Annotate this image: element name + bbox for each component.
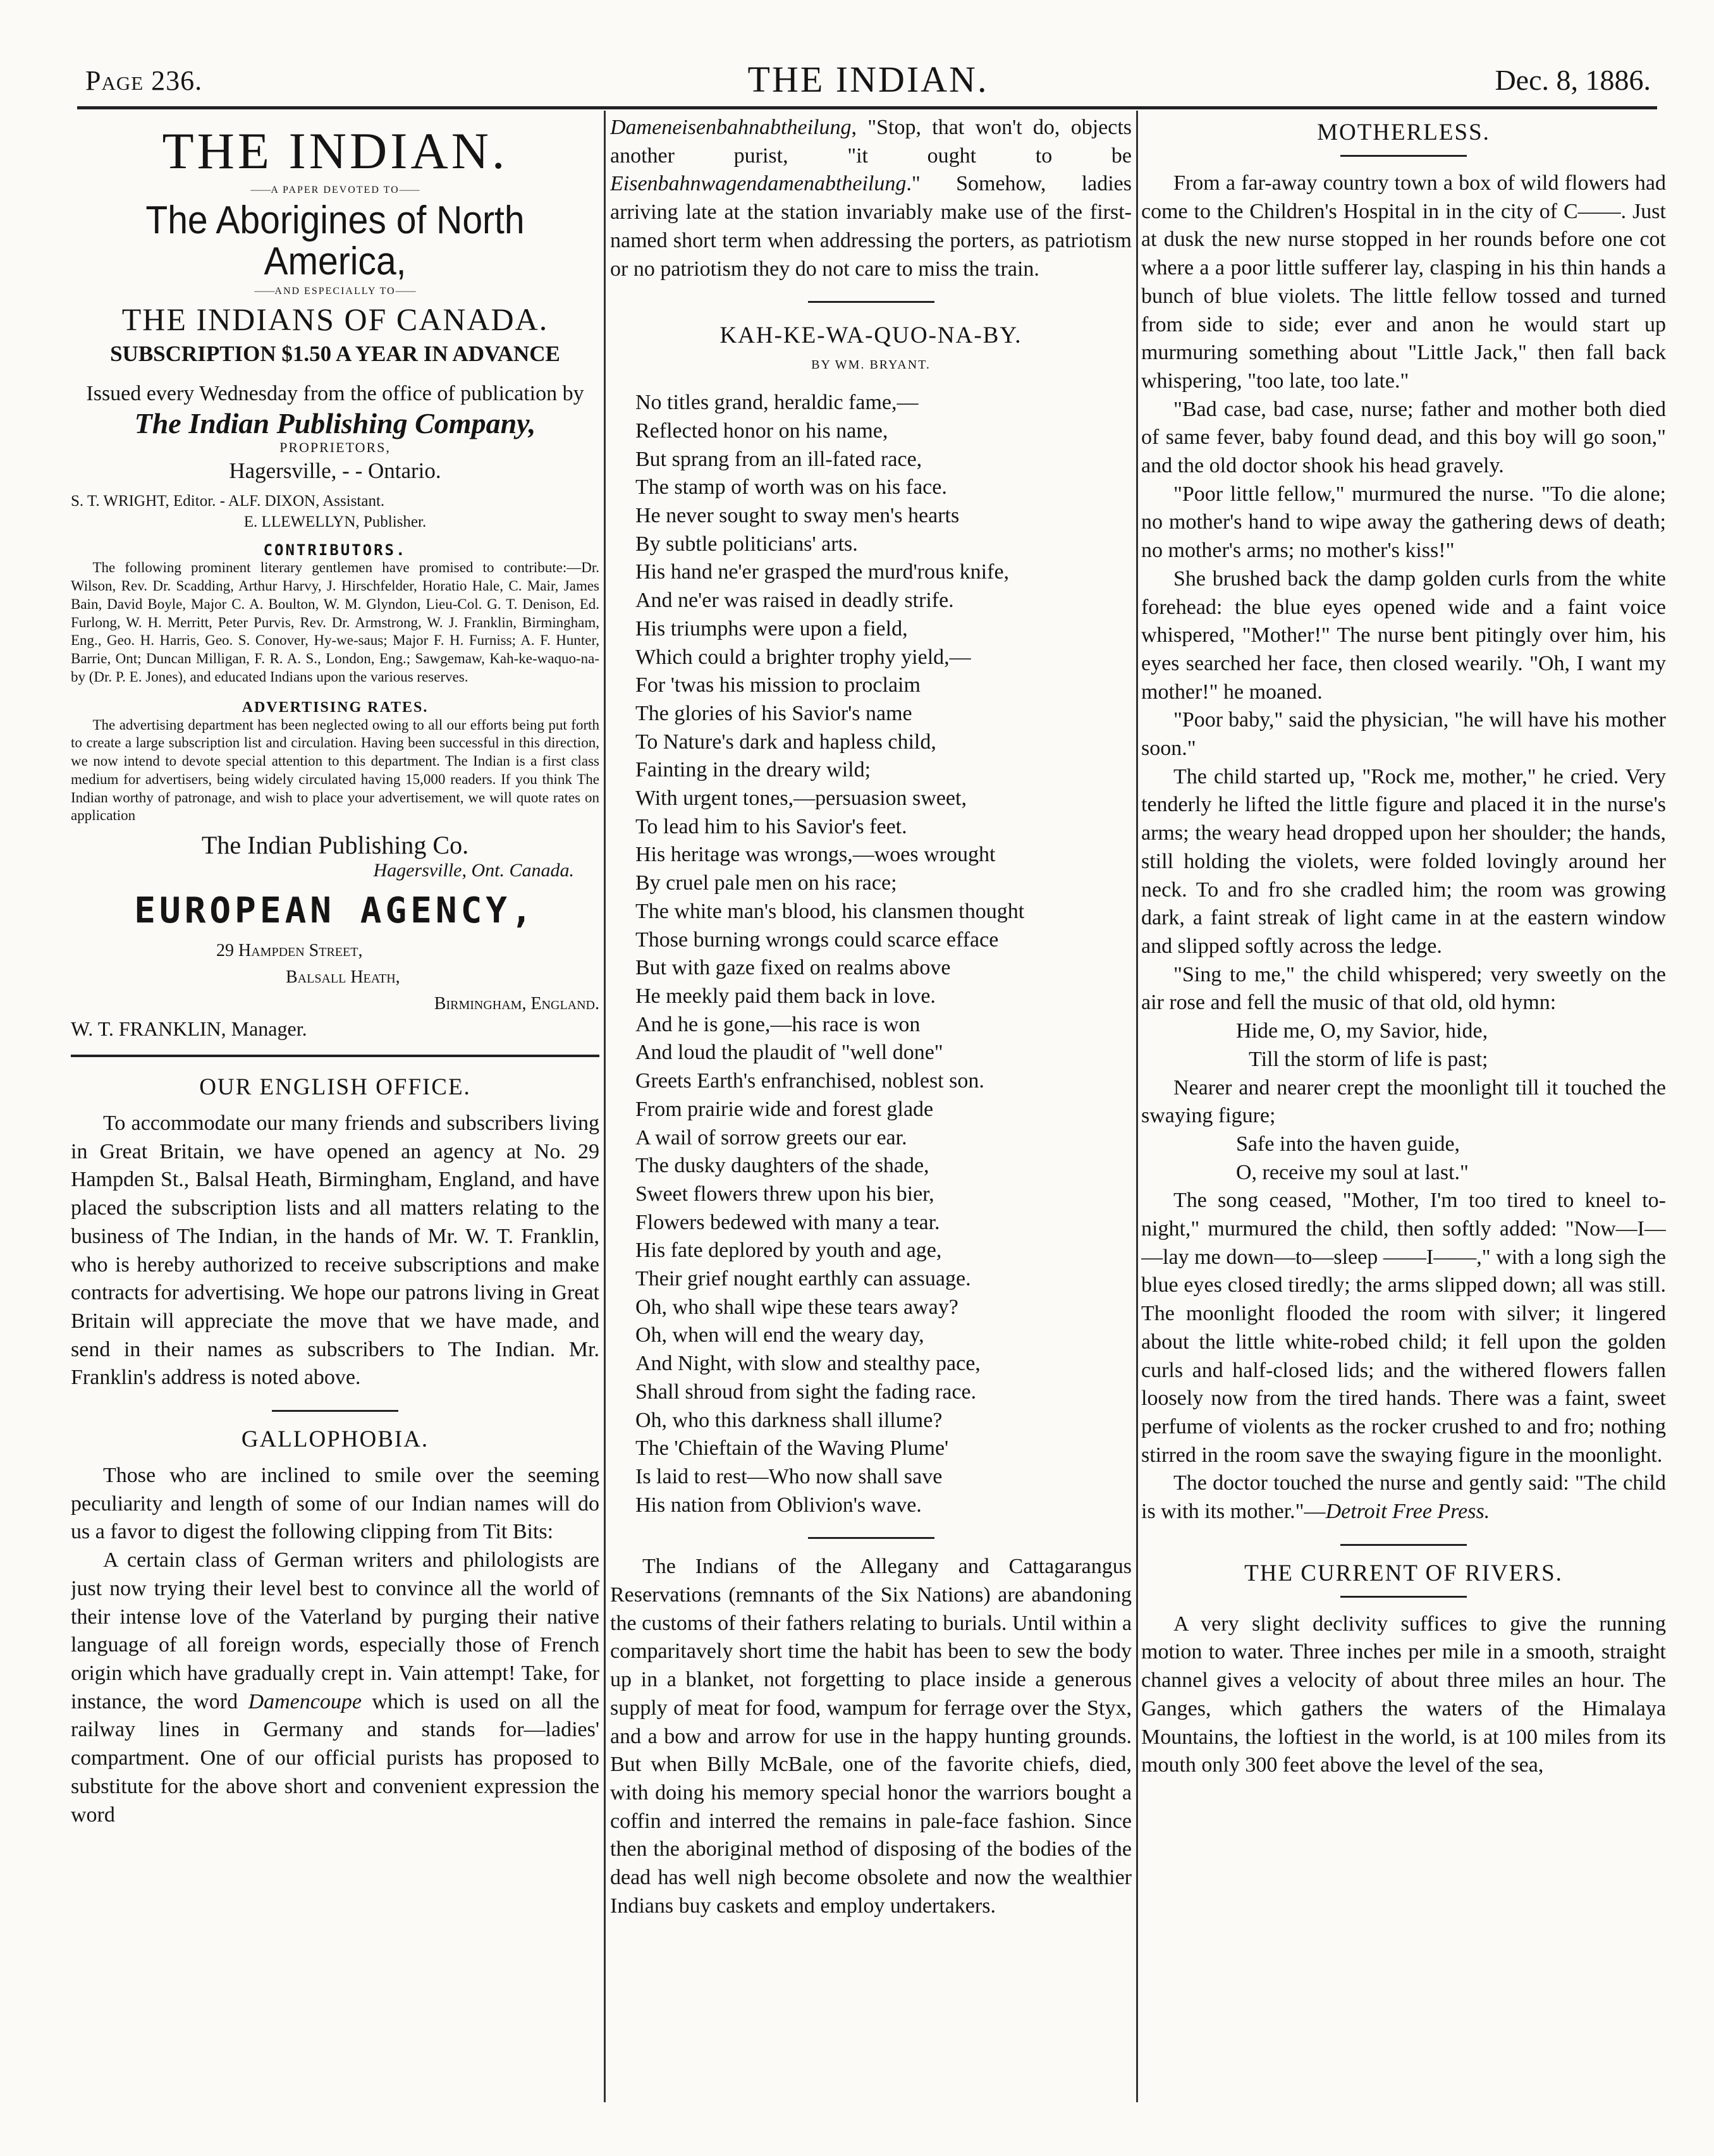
motherless-paragraph: From a far-away country town a box of wild flowers had come to the Children's Hospital in in the city of C——. Just at dusk the new nurse stopped in her rounds before one cot where a a poor little sufferer lay, clasping in his thin hands a bunch of blue violets. The little fellow tossed and turned from side to side; ever and anon he would start up murmuring something about "Little Jack," then fall back whispering, "too late, too late." <box>1141 171 1666 393</box>
poem-line: Sweet flowers threw upon his bier, <box>635 1182 934 1206</box>
poem-line: The 'Chieftain of the Waving Plume' <box>635 1436 949 1461</box>
gallophobia-heading: GALLOPHOBIA. <box>241 1426 429 1453</box>
poem-line: Reflected honor on his name, <box>635 419 888 443</box>
european-agency-heading: EUROPEAN AGENCY, <box>134 890 536 932</box>
staff-line-2: E. LLEWELLYN, Publisher. <box>243 513 427 530</box>
advertising-heading: ADVERTISING RATES. <box>242 699 429 716</box>
poem-line: His heritage was wrongs,—woes wrought <box>635 843 996 867</box>
contributors-heading: CONTRIBUTORS. <box>263 541 407 560</box>
poem-line: And loud the plaudit of "well done" <box>635 1041 943 1065</box>
header-rule <box>77 106 1657 109</box>
motherless-paragraph: "Poor little fellow," murmured the nurse. "To die alone; no mother's hand to wipe away the gathering dews of death; no mother's arms; no mother's kiss!" <box>1141 482 1666 563</box>
hymn-verse-2 <box>1141 1130 1666 1187</box>
motherless-paragraph: The child started up, "Rock me, mother," he cried. Very tenderly he lifted the little figure and placed it in the nurse's arms; the weary head dropped upon her shoulder; the hands, still holding the violets, were folded lovingly around her neck. To and fro she cradled him; the room was growing dark, a faint streak of light came in at the eastern window and slipped softly across the ledge. <box>1141 764 1666 958</box>
allegany-burials-text: The Indians of the Allegany and Cattagarangus Reservations (remnants of the Six Nations) are abandoning the customs of their fathers relating to burials. Until within a comparitavely short time the habit has been to sew the body up in a blanket, not forgetting to place inside a generous supply of meat for food, wampum for ferrage over the Styx, and a bow and arrow for use in the happy hunting grounds. But when Billy McBale, one of the favorite chiefs, died, with doing his memory special honor the warriors bought a coffin and interred the remains in pale-face fashion. Since then the aboriginal method of disposing of the bodies of the dead has well nigh become obsolete and now the wealthier Indians buy caskets and employ undertakers. <box>610 1555 1132 1918</box>
divider-rule <box>1340 1596 1467 1598</box>
poem-line: Fainting in the dreary wild; <box>635 758 871 782</box>
poem-line: With urgent tones,—persuasion sweet, <box>635 787 967 811</box>
divider-rule <box>1340 155 1467 157</box>
proprietors-label: PROPRIETORS, <box>279 439 391 456</box>
source-credit: Detroit Free Press. <box>1325 1500 1490 1524</box>
poem-line: Their grief nought earthly can assuage. <box>635 1267 971 1291</box>
poem-line: The white man's blood, his clansmen thought <box>635 899 1025 923</box>
poem-line: Oh, who shall wipe these tears away? <box>635 1295 958 1319</box>
address-street: 29 Hampden Street, <box>216 941 363 961</box>
poem-line: His hand ne'er grasped the murd'rous knife, <box>635 560 1010 584</box>
divider-rule <box>272 1410 398 1412</box>
motherless-closing: The doctor touched the nurse and gently said: "The child is with its mother."—Detroit Free Press. <box>1141 1471 1666 1524</box>
masthead-subtitle: The Aborigines of North America, <box>145 199 525 284</box>
poem-line: And ne'er was raised in deadly strife. <box>635 589 954 613</box>
gallophobia-clipping: A certain class of German writers and philologists are just now trying their level best to convince all the world of their intense love of the Vaterland by purging their native language of all foreign words, especially those of French origin which have gradually crept in. Vain attempt! Take, for instance, the word Damencoupe which is used on all the railway lines in Germany and stands for—ladies' compartment. One of our official purists has proposed to substitute for the above short and convenient expression the word <box>71 1548 599 1827</box>
motherless-paragraph: "Poor baby," said the physician, "he will have his mother soon." <box>1141 708 1666 761</box>
publisher-place: Hagersville, - - Ontario. <box>229 458 441 484</box>
masthead-title: THE INDIAN. <box>162 122 508 180</box>
masthead-especially: —— AND ESPECIALLY TO —— <box>71 286 599 297</box>
poem-line: Which could a brighter trophy yield,— <box>635 645 971 669</box>
column-divider-2 <box>1136 111 1138 2102</box>
poem-line: To Nature's dark and hapless child, <box>635 730 936 754</box>
poem-line: A wail of sorrow greets our ear. <box>635 1125 907 1149</box>
subscription-price: SUBSCRIPTION $1.50 A YEAR IN ADVANCE <box>110 341 560 367</box>
newspaper-title: THE INDIAN. <box>747 59 989 100</box>
address-district: Balsall Heath, <box>286 967 400 988</box>
hymn-verse-1 <box>1141 1017 1666 1074</box>
divider-rule <box>808 301 934 303</box>
hymn-line: Safe into the haven guide, <box>1236 1132 1460 1156</box>
motherless-paragraph: The song ceased, "Mother, I'm too tired to kneel to-night," murmured the child, then softly added: "Now—I— —lay me down—to—sleep ——I——," with a long sigh the blue eyes closed tiredly; the arms slipped down; all was still. The moonlight flooded the room with silver; it lingered about the little white-robed child; it fell upon the golden curls and half-closed lids; and the withered flowers fallen loosely now from the tired hands. There was a faint, sweet perfume of violents as the rocker crushed to and fro; nothing stirred in the room save the swaying figure in the moonlight. <box>1141 1189 1666 1467</box>
address-city: Birmingham, England. <box>434 994 599 1014</box>
poem-body <box>610 389 1132 1519</box>
poem-line: His nation from Oblivion's wave. <box>635 1493 922 1517</box>
masthead-devoted-to: —— A PAPER DEVOTED TO —— <box>71 185 599 196</box>
poem-line: But sprang from an ill-fated race, <box>635 447 922 471</box>
poem-line: The dusky daughters of the shade, <box>635 1154 929 1178</box>
issued-notice: Issued every Wednesday from the office of publication by <box>86 382 584 406</box>
company-location: Hagersville, Ont. Canada. <box>373 860 574 881</box>
poem-line: To lead him to his Savior's feet. <box>635 814 907 838</box>
poem-line: Greets Earth's enfranchised, noblest son. <box>635 1069 984 1093</box>
column-3 <box>1141 114 1666 2105</box>
column-divider-1 <box>604 111 606 2102</box>
hymn-line: Hide me, O, my Savior, hide, <box>1236 1019 1488 1043</box>
poem-line: He meekly paid them back in love. <box>635 984 936 1008</box>
staff-line-1: S. T. WRIGHT, Editor. - ALF. DIXON, Assistant. <box>71 493 385 510</box>
page-number: Page 236. <box>85 65 203 96</box>
poem-line: Flowers bedewed with many a tear. <box>635 1210 940 1234</box>
poem-line: From prairie wide and forest glade <box>635 1097 934 1121</box>
poem-line: And Night, with slow and stealthy pace, <box>635 1352 981 1376</box>
column-2 <box>610 114 1132 2105</box>
hymn-line: O, receive my soul at last." <box>1236 1160 1469 1184</box>
motherless-paragraph: She brushed back the damp golden curls from the white forehead: the blue eyes opened wide and a faint voice whispered, "Mother!" The nurse bent pitingly over him, his eyes searched her face, then closed wearily. "Oh, I want my mother!" he moaned. <box>1141 567 1666 704</box>
motherless-heading: MOTHERLESS. <box>1317 119 1490 145</box>
gallophobia-continued: Dameneisenbahnabtheilung, "Stop, that won't do, objects another purist, "it ought to be Eisenbahnwagendamenabtheilung." Somehow, ladies arriving late at the station invariably make use of the first-named short term when addressing the porters, as patriotism or no patriotism they do not care to miss the train. <box>610 116 1132 281</box>
rivers-text: A very slight declivity suffices to give the running motion to water. Three inches per mile in a smooth, straight channel gives a velocity of about three miles an hour. The Ganges, which gathers the waters of the Himalaya Mountains, the loftiest in the world, is at 100 miles from its mouth only 300 feet above the level of the sea, <box>1141 1612 1666 1777</box>
motherless-paragraph: "Bad case, bad case, nurse; father and mother both died of same fever, baby found dead, and this boy will go soon," and the old doctor shook his head gravely. <box>1141 397 1666 478</box>
divider-rule <box>1340 1544 1467 1546</box>
poem-line: Is laid to rest—Who now shall save <box>635 1464 943 1488</box>
company-name: The Indian Publishing Co. <box>201 831 469 860</box>
poem-line: He never sought to sway men's hearts <box>635 504 960 528</box>
poem-line: His fate deplored by youth and age, <box>635 1239 942 1263</box>
masthead-canada: THE INDIANS OF CANADA. <box>121 302 549 338</box>
poem-line: His triumphs were upon a field, <box>635 616 908 640</box>
agency-address <box>71 938 599 1017</box>
hymn-line: Till the storm of life is past; <box>1249 1047 1488 1071</box>
divider-rule <box>808 1537 934 1539</box>
poem-line: By subtle politicians' arts. <box>635 532 858 556</box>
poem-line: The glories of his Savior's name <box>635 701 912 725</box>
motherless-paragraph: Nearer and nearer crept the moonlight till it touched the swaying figure; <box>1141 1075 1666 1128</box>
poem-line: For 'twas his mission to proclaim <box>635 673 921 697</box>
poem-line: But with gaze fixed on realms above <box>635 956 951 980</box>
issue-date: Dec. 8, 1886. <box>1495 64 1651 96</box>
poem-line: Oh, when will end the weary day, <box>635 1323 924 1347</box>
running-head <box>85 58 1651 102</box>
section-divider <box>71 1055 599 1057</box>
motherless-paragraph: "Sing to me," the child whispered; very sweetly on the air rose and fell the music of that old, old hymn: <box>1141 962 1666 1015</box>
poem-line: Those burning wrongs could scarce efface <box>635 928 999 952</box>
contributors-text: The following prominent literary gentlemen have promised to contribute:—Dr. Wilson, Rev. Dr. Scadding, Arthur Harvy, J. Hirschfelder, Horatio Hale, C. Mair, James Bain, David Boyle, Major C. A. Boulton, W. M. Glyndon, Lieu-Col. G. T. Denison, Ed. Furlong, W. H. Merritt, Peter Purvis, Rev. Dr. Armstrong, W. J. Franklin, Birmingham, Eng., Geo. H. Harris, Geo. S. Conover, Hy-we-saus; Major F. H. Furniss; A. F. Hunter, Barrie, Ont; Duncan Milligan, F. R. A. S., London, Eng.; Sawgemaw, Kah-ke-waquo-na-by (Dr. P. E. Jones), and educated Indians upon the various reserves. <box>71 560 599 685</box>
english-office-heading: OUR ENGLISH OFFICE. <box>199 1074 471 1101</box>
poem-line: And he is gone,—his race is won <box>635 1012 921 1036</box>
poem-line: No titles grand, heraldic fame,— <box>635 391 919 415</box>
poem-line: Oh, who this darkness shall illume? <box>635 1408 943 1432</box>
column-1 <box>71 114 599 2105</box>
poem-line: Shall shroud from sight the fading race. <box>635 1380 977 1404</box>
poem-line: By cruel pale men on his race; <box>635 871 897 895</box>
agency-manager: W. T. FRANKLIN, Manager. <box>71 1017 307 1041</box>
advertising-text: The advertising department has been neglected owing to all our efforts being put forth to create a large subscription list and circulation. Having been successful in this direction, we now intend to devote special attention to this department. The Indian is a first class medium for advertisers, being widely circulated having 15,000 readers. If you think The Indian worthy of patronage, and wish to place your advertisement, we will quote rates on application <box>71 716 599 824</box>
poem-byline: BY WM. BRYANT. <box>811 358 931 372</box>
poem-line: The stamp of worth was on his face. <box>635 475 947 499</box>
gallophobia-intro: Those who are inclined to smile over the seeming peculiarity and length of some of our Indian names will do us a favor to digest the following clipping from Tit Bits: <box>71 1464 599 1544</box>
poem-title: KAH-KE-WA-QUO-NA-BY. <box>719 322 1022 349</box>
rivers-heading: THE CURRENT OF RIVERS. <box>1244 1560 1563 1586</box>
english-office-text: To accommodate our many friends and subscribers living in Great Britain, we have opened an agency at No. 29 Hampden St., Balsal Heath, Birmingham, England, and have placed the subscription lists and all matters relating to the business of The Indian, in the hands of Mr. W. T. Franklin, who is hereby authorized to receive subscriptions and make contracts for advertising. We hope our patrons living in Great Britain will appreciate the move that we have made, and send in their names as subscribers to The Indian. Mr. Franklin's address is noted above. <box>71 1112 599 1390</box>
publisher-name: The Indian Publishing Company, <box>134 407 536 439</box>
